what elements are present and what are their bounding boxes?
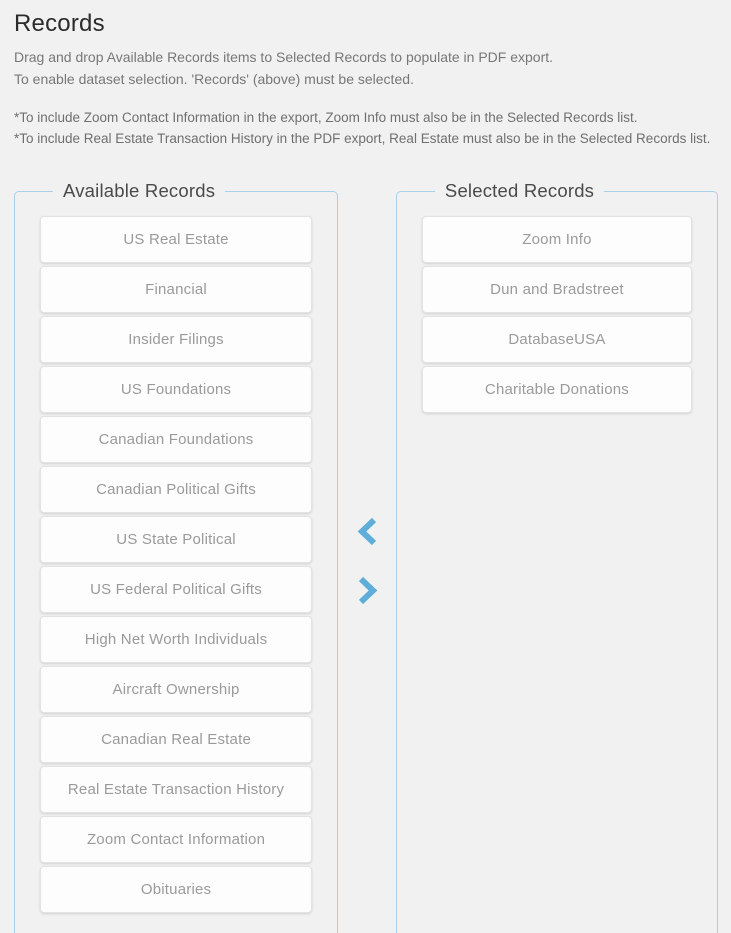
- record-item[interactable]: Aircraft Ownership: [40, 666, 312, 713]
- record-item[interactable]: Obituaries: [40, 866, 312, 913]
- record-item[interactable]: Dun and Bradstreet: [422, 266, 692, 313]
- instruction-line-2: To enable dataset selection. 'Records' (above) must be selected.: [14, 71, 414, 87]
- note-real-estate: *To include Real Estate Transaction History in the PDF export, Real Estate must also be in the Selected Records list.: [14, 131, 711, 146]
- available-records-list: [40, 216, 312, 913]
- note-zoom-contact: *To include Zoom Contact Information in the export, Zoom Info must also be in the Selected Records list.: [14, 110, 638, 125]
- available-records-panel: [14, 180, 338, 933]
- selected-records-legend: Selected Records: [444, 180, 595, 201]
- record-item[interactable]: High Net Worth Individuals: [40, 616, 312, 663]
- record-item[interactable]: US State Political: [40, 516, 312, 563]
- record-item[interactable]: Real Estate Transaction History: [40, 766, 312, 813]
- record-item[interactable]: Zoom Info: [422, 216, 692, 263]
- record-item[interactable]: Financial: [40, 266, 312, 313]
- selected-records-panel: [396, 180, 718, 933]
- record-item[interactable]: US Real Estate: [40, 216, 312, 263]
- records-panels: [14, 180, 718, 933]
- record-item[interactable]: DatabaseUSA: [422, 316, 692, 363]
- record-item[interactable]: Canadian Foundations: [40, 416, 312, 463]
- move-right-button[interactable]: [356, 575, 379, 606]
- record-item[interactable]: US Foundations: [40, 366, 312, 413]
- record-item[interactable]: Charitable Donations: [422, 366, 692, 413]
- record-item[interactable]: Canadian Real Estate: [40, 716, 312, 763]
- transfer-controls: [338, 180, 396, 933]
- move-left-button[interactable]: [356, 516, 379, 547]
- record-item[interactable]: Insider Filings: [40, 316, 312, 363]
- chevron-right-icon: [356, 575, 379, 606]
- selected-records-list: [422, 216, 692, 413]
- record-item[interactable]: Canadian Political Gifts: [40, 466, 312, 513]
- record-item[interactable]: US Federal Political Gifts: [40, 566, 312, 613]
- instruction-line-1: Drag and drop Available Records items to Selected Records to populate in PDF export.: [14, 49, 554, 65]
- page-title: Records: [14, 10, 105, 37]
- chevron-left-icon: [356, 516, 379, 547]
- footnotes: [14, 107, 718, 149]
- available-records-legend: Available Records: [63, 180, 216, 201]
- record-item[interactable]: Zoom Contact Information: [40, 816, 312, 863]
